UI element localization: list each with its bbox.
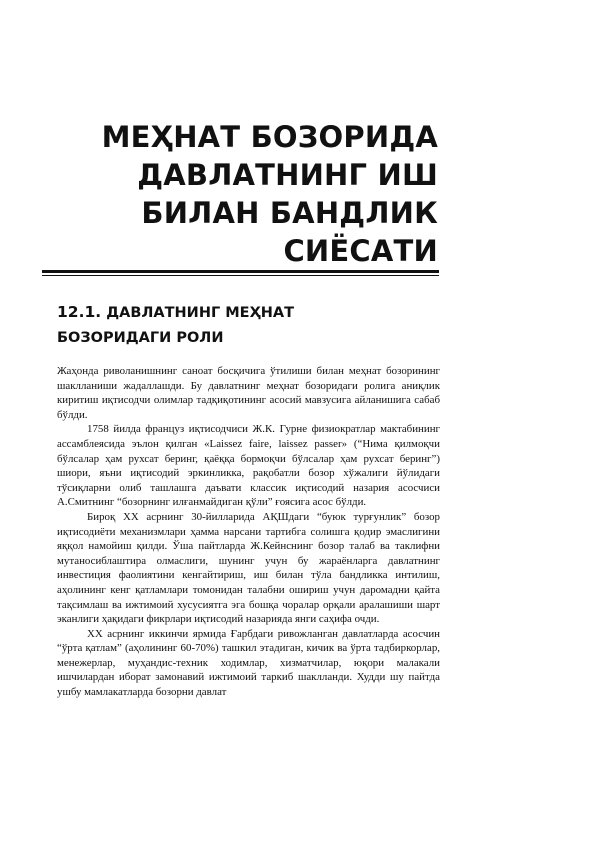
section-number: 12.1.	[57, 303, 102, 321]
chapter-title-line: БИЛАН БАНДЛИК	[141, 196, 438, 230]
chapter-title-line: СИЁСАТИ	[283, 234, 438, 268]
paragraph: Жаҳонда риволанишнинг саноат босқичига ўтилиши билан меҳнат бозорининг шаклланиши жадаллашди. Бу давлатнинг меҳнат бозоридаги ролига аниқлик киритиш иқтисодчи олимлар тадқиқотининг асосий мавзусига айланишига сабаб бўлди.	[57, 365, 440, 421]
paragraph: XX асрнинг иккинчи ярмида Ғарбдаги ривожланган давлатларда асосчин “ўрта қатлам” (аҳолининг 60-70%) ташкил этадиган, кичик ва ўрта тадбиркорлар, менежерлар, муҳандис-техник ходимлар, хизматчилар, юқори малакали ишчилардан иборат замонавий ижтимоий таркиб шаклланди. Худди шу пайтда ушбу мамлакатларда бозорни давлат	[57, 627, 440, 699]
section-heading	[57, 300, 437, 351]
chapter-title-line: ДАВЛАТНИНГ ИШ	[137, 158, 438, 192]
chapter-divider-thick	[42, 270, 439, 273]
chapter-divider-thin	[42, 275, 439, 276]
paragraph: 1758 йилда француз иқтисодчиси Ж.К. Гурне физиократлар мактабининг ассамблеясида эълон қилган «Laissez faire, laissez passer» (“Нима қилмоқчи бўлсалар ҳам рухсат беринг, қаёққа бормоқчи бўлсалар ҳам рухсат беринг”) шиори, яъни иқтисодий эркинликка, рақобатли бозор хўжалиги йўлидаги тўсиқларни олиб ташлашга даъвати классик иқтисодий назария асосчиси А.Смитнинг “бозорнинг илғанмайдиган қўли” ғоясига асос бўлди.	[57, 423, 440, 509]
chapter-title	[38, 118, 438, 270]
section-title-part2: БОЗОРИДАГИ РОЛИ	[57, 330, 224, 346]
section-title-part1: ДАВЛАТНИНГ МЕҲНАТ	[106, 305, 295, 321]
body-text	[57, 364, 440, 700]
chapter-title-line: МЕҲНАТ БОЗОРИДА	[101, 120, 438, 154]
section-heading-line1	[57, 300, 437, 326]
paragraph: Бироқ XX асрнинг 30-йилларида АҚШдаги “буюк турғунлик” бозор иқтисодиёти механизмлари ҳамма нарсани тартибга солишга қодир эмаслигини яққол намойиш қилди. Ўша пайтларда Ж.Кейнснинг бозор талаб ва таклифни мутаносиблаштира олмаслиги, шунинг учун бу жараёнларга давлатнинг инвестиция фаолиятини кенгайтириш, иш билан тўла бандликка интилиш, аҳолининг кенг қатламлари томонидан талабни ошириш учун даромадни қайта тақсимлаш ва ижтимоий хусусиятга эга бошқа чоралар орқали аралашиши шарт эканлиги ҳақидаги фикрлари иқтисодий назарияда янги саҳифа очди.	[57, 510, 440, 626]
